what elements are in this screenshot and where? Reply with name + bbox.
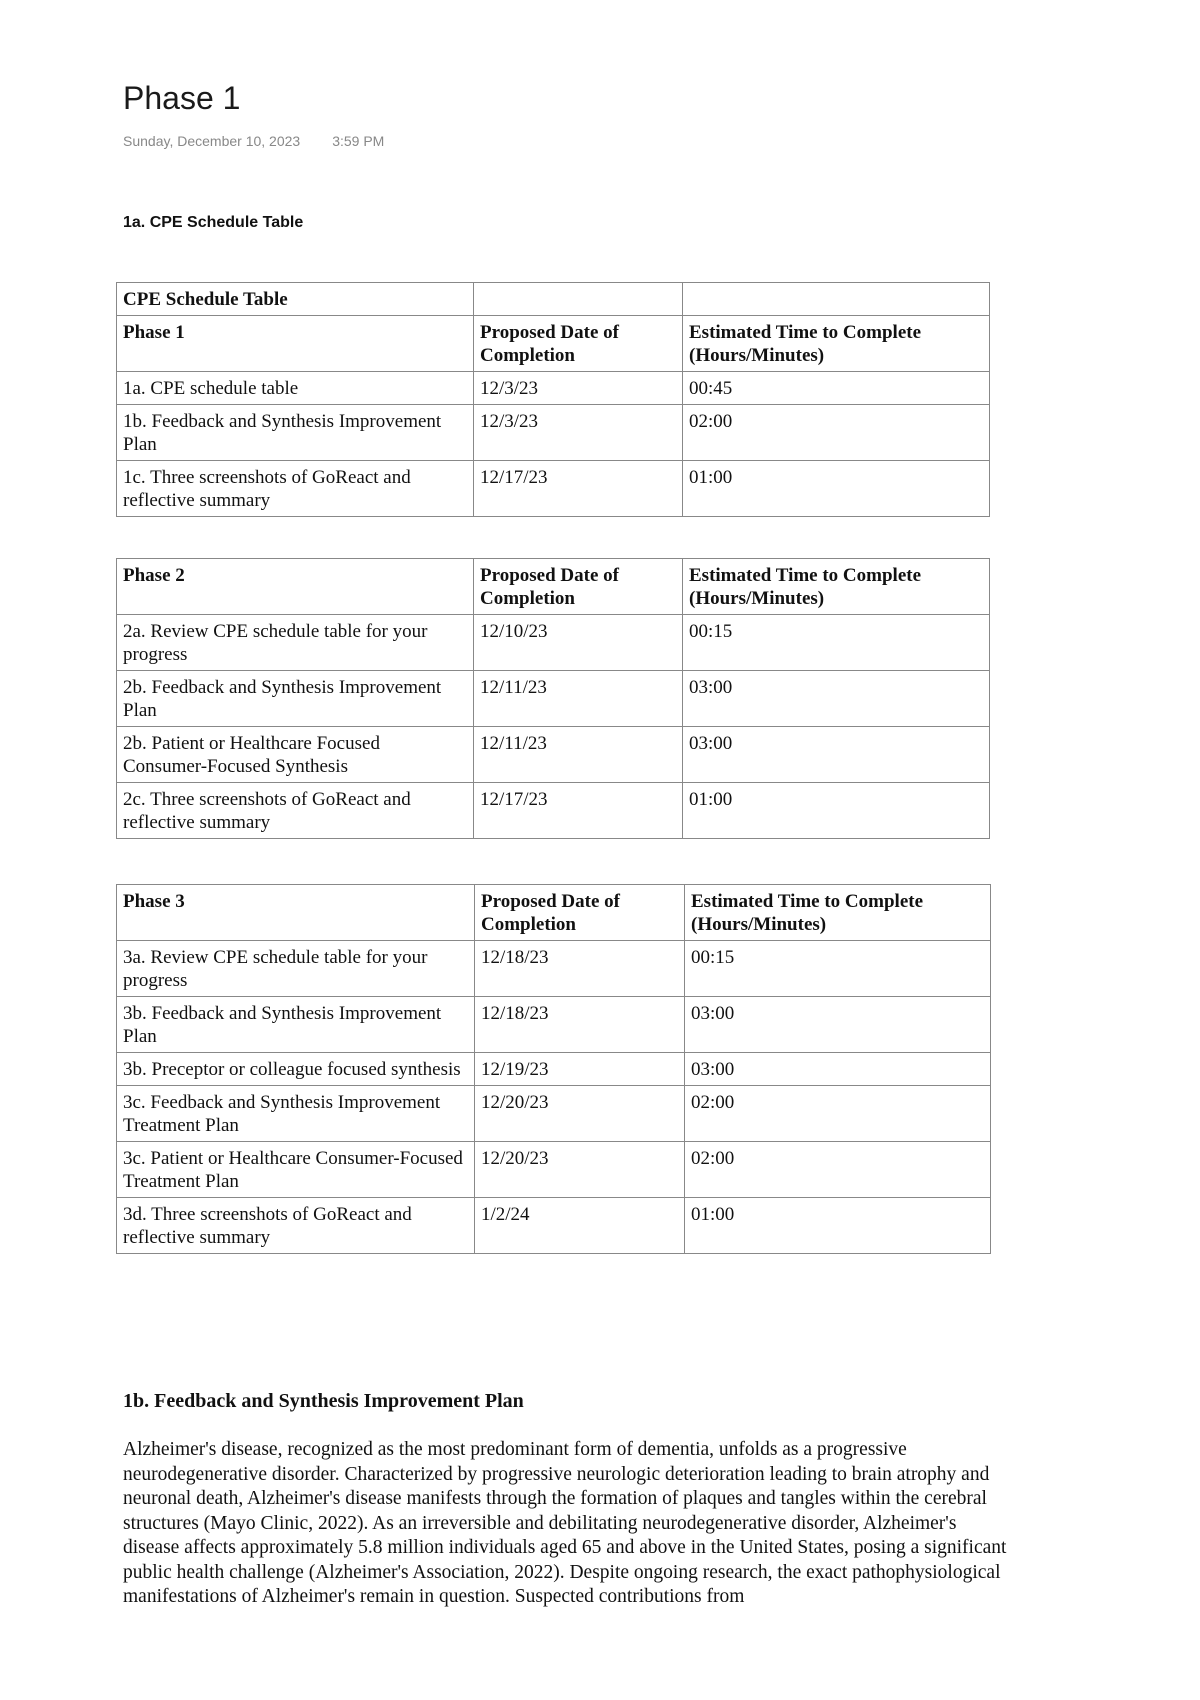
time-cell: 03:00 — [683, 671, 990, 727]
time-cell: 01:00 — [683, 783, 990, 839]
plan-heading: 1b. Feedback and Synthesis Improvement Plan — [123, 1390, 524, 1412]
table-row — [117, 671, 990, 727]
task-cell: 3d. Three screenshots of GoReact and reflective summary — [117, 1198, 475, 1254]
table-row — [117, 615, 990, 671]
schedule-table-phase-2 — [116, 558, 990, 839]
table-row — [117, 1086, 991, 1142]
time-cell: 03:00 — [685, 997, 991, 1053]
schedule-table-phase-1 — [116, 282, 990, 517]
date-cell: 12/18/23 — [475, 941, 685, 997]
time-cell: 00:15 — [683, 615, 990, 671]
time-cell: 02:00 — [685, 1086, 991, 1142]
column-header-phase: Phase 2 — [117, 559, 474, 615]
table-row — [117, 997, 991, 1053]
date-cell: 12/19/23 — [475, 1053, 685, 1086]
table-row — [117, 1053, 991, 1086]
task-cell: 1a. CPE schedule table — [117, 372, 474, 405]
table-row — [117, 372, 990, 405]
column-header-phase: Phase 3 — [117, 885, 475, 941]
schedule-table-phase-3 — [116, 884, 991, 1254]
page-title: Phase 1 — [123, 80, 241, 116]
task-cell: 1c. Three screenshots of GoReact and reflective summary — [117, 461, 474, 517]
column-header-date: Proposed Date of Completion — [474, 559, 683, 615]
date-cell: 12/10/23 — [474, 615, 683, 671]
page-date: Sunday, December 10, 2023 — [123, 133, 301, 149]
time-cell: 03:00 — [685, 1053, 991, 1086]
time-cell: 02:00 — [685, 1142, 991, 1198]
date-cell: 12/17/23 — [474, 461, 683, 517]
date-cell: 12/3/23 — [474, 405, 683, 461]
column-header-time: Estimated Time to Complete (Hours/Minutes) — [685, 885, 991, 941]
time-cell: 00:45 — [683, 372, 990, 405]
section-heading: 1a. CPE Schedule Table — [123, 214, 304, 231]
time-cell: 01:00 — [685, 1198, 991, 1254]
date-cell: 12/18/23 — [475, 997, 685, 1053]
task-cell: 2b. Patient or Healthcare Focused Consumer-Focused Synthesis — [117, 727, 474, 783]
task-cell: 2a. Review CPE schedule table for your progress — [117, 615, 474, 671]
task-cell: 2b. Feedback and Synthesis Improvement Plan — [117, 671, 474, 727]
table-row — [117, 1142, 991, 1198]
time-cell: 02:00 — [683, 405, 990, 461]
table-caption: CPE Schedule Table — [117, 283, 474, 316]
page-metadata — [123, 133, 384, 149]
date-cell: 12/20/23 — [475, 1142, 685, 1198]
task-cell: 2c. Three screenshots of GoReact and reflective summary — [117, 783, 474, 839]
table-row — [117, 405, 990, 461]
task-cell: 3a. Review CPE schedule table for your progress — [117, 941, 475, 997]
time-cell: 00:15 — [685, 941, 991, 997]
table-cell — [474, 283, 683, 316]
task-cell: 3c. Patient or Healthcare Consumer-Focused Treatment Plan — [117, 1142, 475, 1198]
table-caption-row — [117, 283, 990, 316]
table-row — [117, 941, 991, 997]
table-row — [117, 783, 990, 839]
date-cell: 12/11/23 — [474, 727, 683, 783]
table-header-row — [117, 316, 990, 372]
task-cell: 3c. Feedback and Synthesis Improvement Treatment Plan — [117, 1086, 475, 1142]
page-time: 3:59 PM — [332, 133, 385, 149]
column-header-date: Proposed Date of Completion — [475, 885, 685, 941]
task-cell: 3b. Feedback and Synthesis Improvement Plan — [117, 997, 475, 1053]
task-cell: 3b. Preceptor or colleague focused synthesis — [117, 1053, 475, 1086]
plan-paragraph: Alzheimer's disease, recognized as the most predominant form of dementia, unfolds as a progressive neurodegenerative disorder. Characterized by progressive neurologic deterioration leading to brain atrophy and neuronal death, Alzheimer's disease manifests through the formation of plaques and tangles within the cerebral structures (Mayo Clinic, 2022). As an irreversible and debilitating neurodegenerative disorder, Alzheimer's disease affects approximately 5.8 million individuals aged 65 and above in the United States, posing a significant public health challenge (Alzheimer's Association, 2022). Despite ongoing research, the exact pathophysiological manifestations of Alzheimer's remain in question. Suspected contributions from — [123, 1439, 1007, 1607]
date-cell: 12/11/23 — [474, 671, 683, 727]
column-header-phase: Phase 1 — [117, 316, 474, 372]
task-cell: 1b. Feedback and Synthesis Improvement Plan — [117, 405, 474, 461]
table-row — [117, 461, 990, 517]
table-row — [117, 1198, 991, 1254]
table-header-row — [117, 559, 990, 615]
date-cell: 1/2/24 — [475, 1198, 685, 1254]
column-header-time: Estimated Time to Complete (Hours/Minutes) — [683, 559, 990, 615]
column-header-time: Estimated Time to Complete (Hours/Minutes) — [683, 316, 990, 372]
time-cell: 03:00 — [683, 727, 990, 783]
date-cell: 12/3/23 — [474, 372, 683, 405]
table-header-row — [117, 885, 991, 941]
date-cell: 12/20/23 — [475, 1086, 685, 1142]
date-cell: 12/17/23 — [474, 783, 683, 839]
table-cell — [683, 283, 990, 316]
table-row — [117, 727, 990, 783]
time-cell: 01:00 — [683, 461, 990, 517]
column-header-date: Proposed Date of Completion — [474, 316, 683, 372]
